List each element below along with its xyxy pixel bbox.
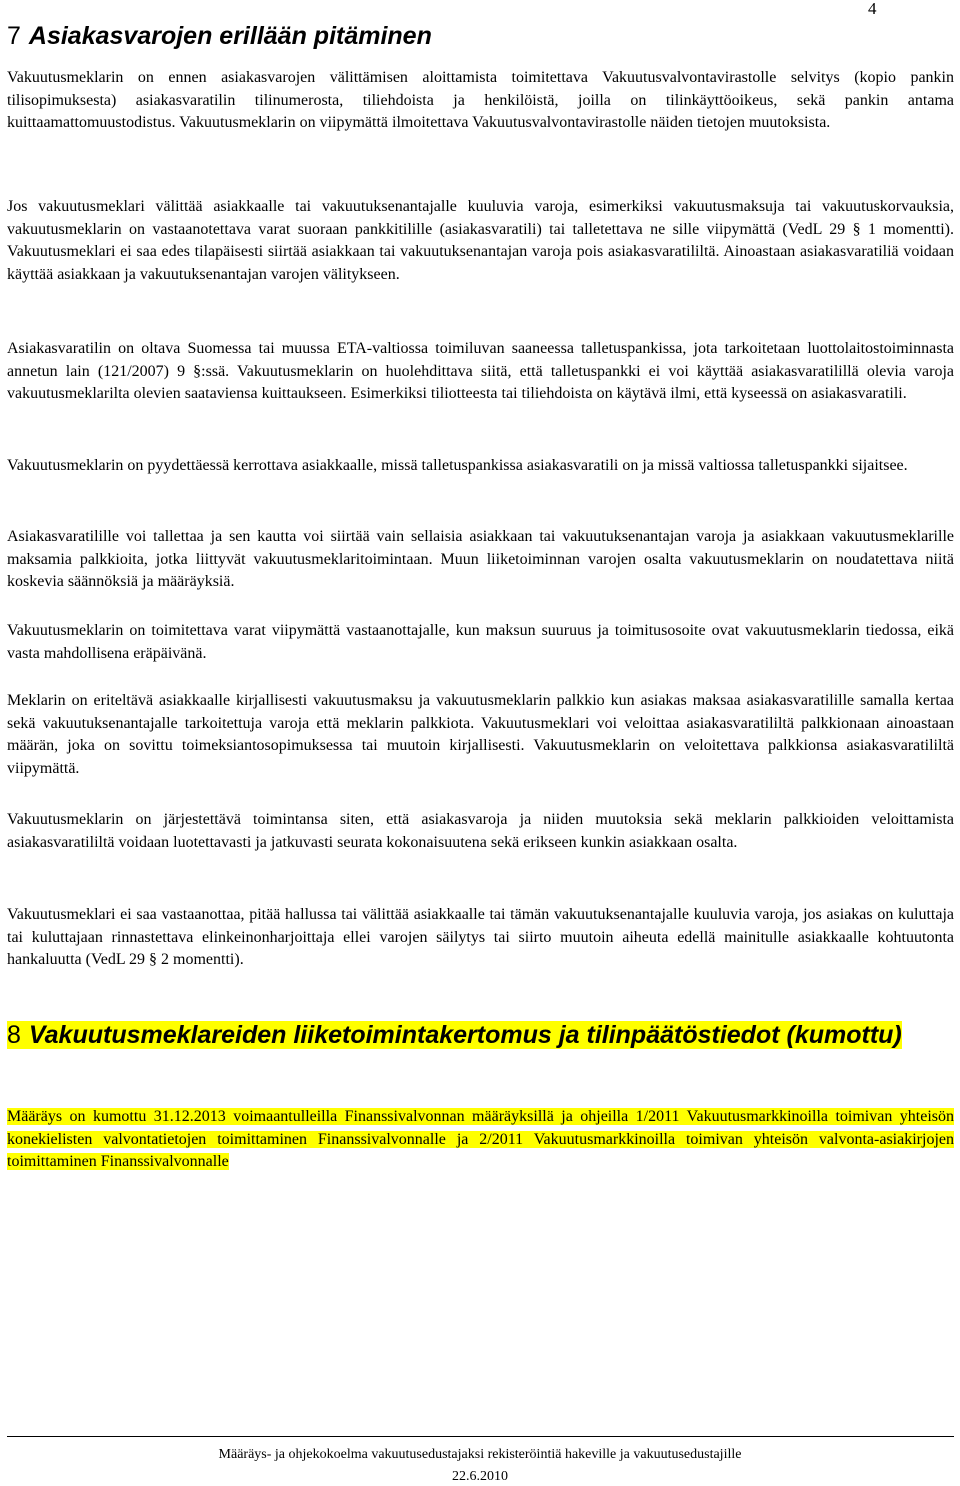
section-7-title: Asiakasvarojen erillään pitäminen bbox=[28, 22, 432, 50]
section-7-heading bbox=[7, 20, 707, 52]
footer-text: Määräys- ja ohjekokoelma vakuutusedustajaksi rekisteröintiä hakeville ja vakuutusedustajille bbox=[218, 1447, 742, 1462]
section-7-paragraph-6: Vakuutusmeklarin on toimitettava varat viipymättä vastaanottajalle, kun maksun suuruus ja toimitusosoite ovat vakuutusmeklarin tiedossa, eikä vasta mahdollisena eräpäivänä. bbox=[7, 622, 954, 662]
section-7-paragraph-8: Vakuutusmeklarin on järjestettävä toimintansa siten, että asiakasvaroja ja niiden muutoksia sekä meklarin palkkioiden veloittamista asiakasvaratililtä voidaan luotettavasti ja jatkuvasti seurata kokonaisuutena sekä erikseen kunkin asiakkaan osalta. bbox=[7, 811, 954, 851]
section-7-paragraph-7: Meklarin on eriteltävä asiakkaalle kirjallisesti vakuutusmaksu ja vakuutusmeklarin palkkio kun asiakas maksaa asiakasvaratilille samalla kertaa sekä vakuutuksenantajalle tarkoitettuja varoja että meklarin palkkiota. Vakuutusmeklari voi veloittaa asiakasvaratililtä palkkionaan ainoastaan määrän, joka on sovittu toimeksiantosopimuksessa tai muutoin kirjallisesti. Vakuutusmeklarin on veloitettava palkkionsa asiakasvaratililtä viipymättä. bbox=[7, 692, 954, 777]
section-8-title: Vakuutusmeklareiden liiketoimintakertomus ja tilinpäätöstiedot (kumottu) bbox=[28, 1021, 902, 1049]
page-number: 4 bbox=[868, 0, 877, 18]
footer-date: 22.6.2010 bbox=[452, 1469, 508, 1484]
section-7-paragraph-2: Jos vakuutusmeklari välittää asiakkaalle tai vakuutuksenantajalle kuuluvia varoja, esimerkiksi vakuutusmaksuja tai vakuutuskorvauksia, vakuutusmeklarin on vastaanotettava varat suoraan pankkitilille (asiakasvaratili) tai talletettava ne sille viipymättä (VedL 29 § 1 momentti). Vakuutusmeklari ei saa edes tilapäisesti siirtää asiakkaan tai vakuutuksenantajan varoja pois asiakasvaratililtä. Ainoastaan asiakasvaratiliä voidaan käyttää asiakkaan ja vakuutuksenantajan varojen välitykseen. bbox=[7, 198, 954, 283]
section-7-number: 7 bbox=[7, 22, 21, 50]
section-8-paragraph-text: Määräys on kumottu 31.12.2013 voimaantulleilla Finanssivalvonnan määräyksillä ja ohjeilla 1/2011 Vakuutusmarkkinoilla toimivan yhteisön konekielisten valvontatietojen toimittaminen Finanssivalvonnalle ja 2/2011 Vakuutusmarkkinoilla toimivan yhteisön valvonta-asiakirjojen toimittaminen Finanssivalvonnalle bbox=[7, 1108, 954, 1170]
section-8-highlight bbox=[7, 1021, 902, 1049]
section-7-paragraph-4: Vakuutusmeklarin on pyydettäessä kerrottava asiakkaalle, missä talletuspankissa asiakasvaratili on ja missä valtiossa talletuspankki sijaitsee. bbox=[7, 457, 908, 474]
section-8-number: 8 bbox=[7, 1021, 21, 1049]
section-7-paragraph-9: Vakuutusmeklari ei saa vastaanottaa, pitää hallussa tai välittää asiakkaalle tai tämän vakuutuksenantajalle kuuluvia varoja, jos asiakas on kuluttaja tai kuluttajaan rinnastettava elinkeinonharjoittaja ellei varojen säilytys tai siirto muutoin aiheuta edellä mainitulle asiakkaalle kohtuutonta hankaluutta (VedL 29 § 2 momentti). bbox=[7, 906, 954, 968]
section-8-paragraph bbox=[7, 1106, 954, 1174]
footer-divider bbox=[7, 1436, 954, 1437]
section-7-paragraph-5: Asiakasvaratilille voi tallettaa ja sen kautta voi siirtää vain sellaisia asiakkaan tai vakuutuksenantajan varoja ja asiakkaan vakuutusmeklarille maksamia palkkioita, jotka liittyvät vakuutusmeklaritoimintaan. Muun liiketoiminnan varojen osalta vakuutusmeklarin on noudatettava niitä koskevia säännöksiä ja määräyksiä. bbox=[7, 528, 954, 590]
section-8-heading bbox=[7, 1018, 952, 1052]
section-7-paragraph-3: Asiakasvaratilin on oltava Suomessa tai muussa ETA-valtiossa toimiluvan saaneessa talletuspankissa, jota tarkoitetaan luottolaitostoiminnasta annetun lain (121/2007) 9 §:ssä. Vakuutusmeklarin on huolehdittava siitä, että talletuspankki ei voi käyttää asiakasvaratilillä olevia varoja vakuutusmeklarilta olevien saataviensa kuittaukseen. Esimerkiksi tiliotteesta tai tiliehdoista on käytävä ilmi, että kyseessä on asiakasvaratili. bbox=[7, 340, 954, 402]
section-7-paragraph-1: Vakuutusmeklarin on ennen asiakasvarojen välittämisen aloittamista toimitettava Vakuutusvalvontavirastolle selvitys (kopio pankin tilisopimuksesta) asiakasvaratilin tilinumerosta, tiliehdoista ja henkilöistä, joilla on tilinkäyttöoikeus, sekä pankin antama kuittaamattomuustodistus. Vakuutusmeklarin on viipymättä ilmoitettava Vakuutusvalvontavirastolle näiden tietojen muutoksista. bbox=[7, 69, 954, 131]
